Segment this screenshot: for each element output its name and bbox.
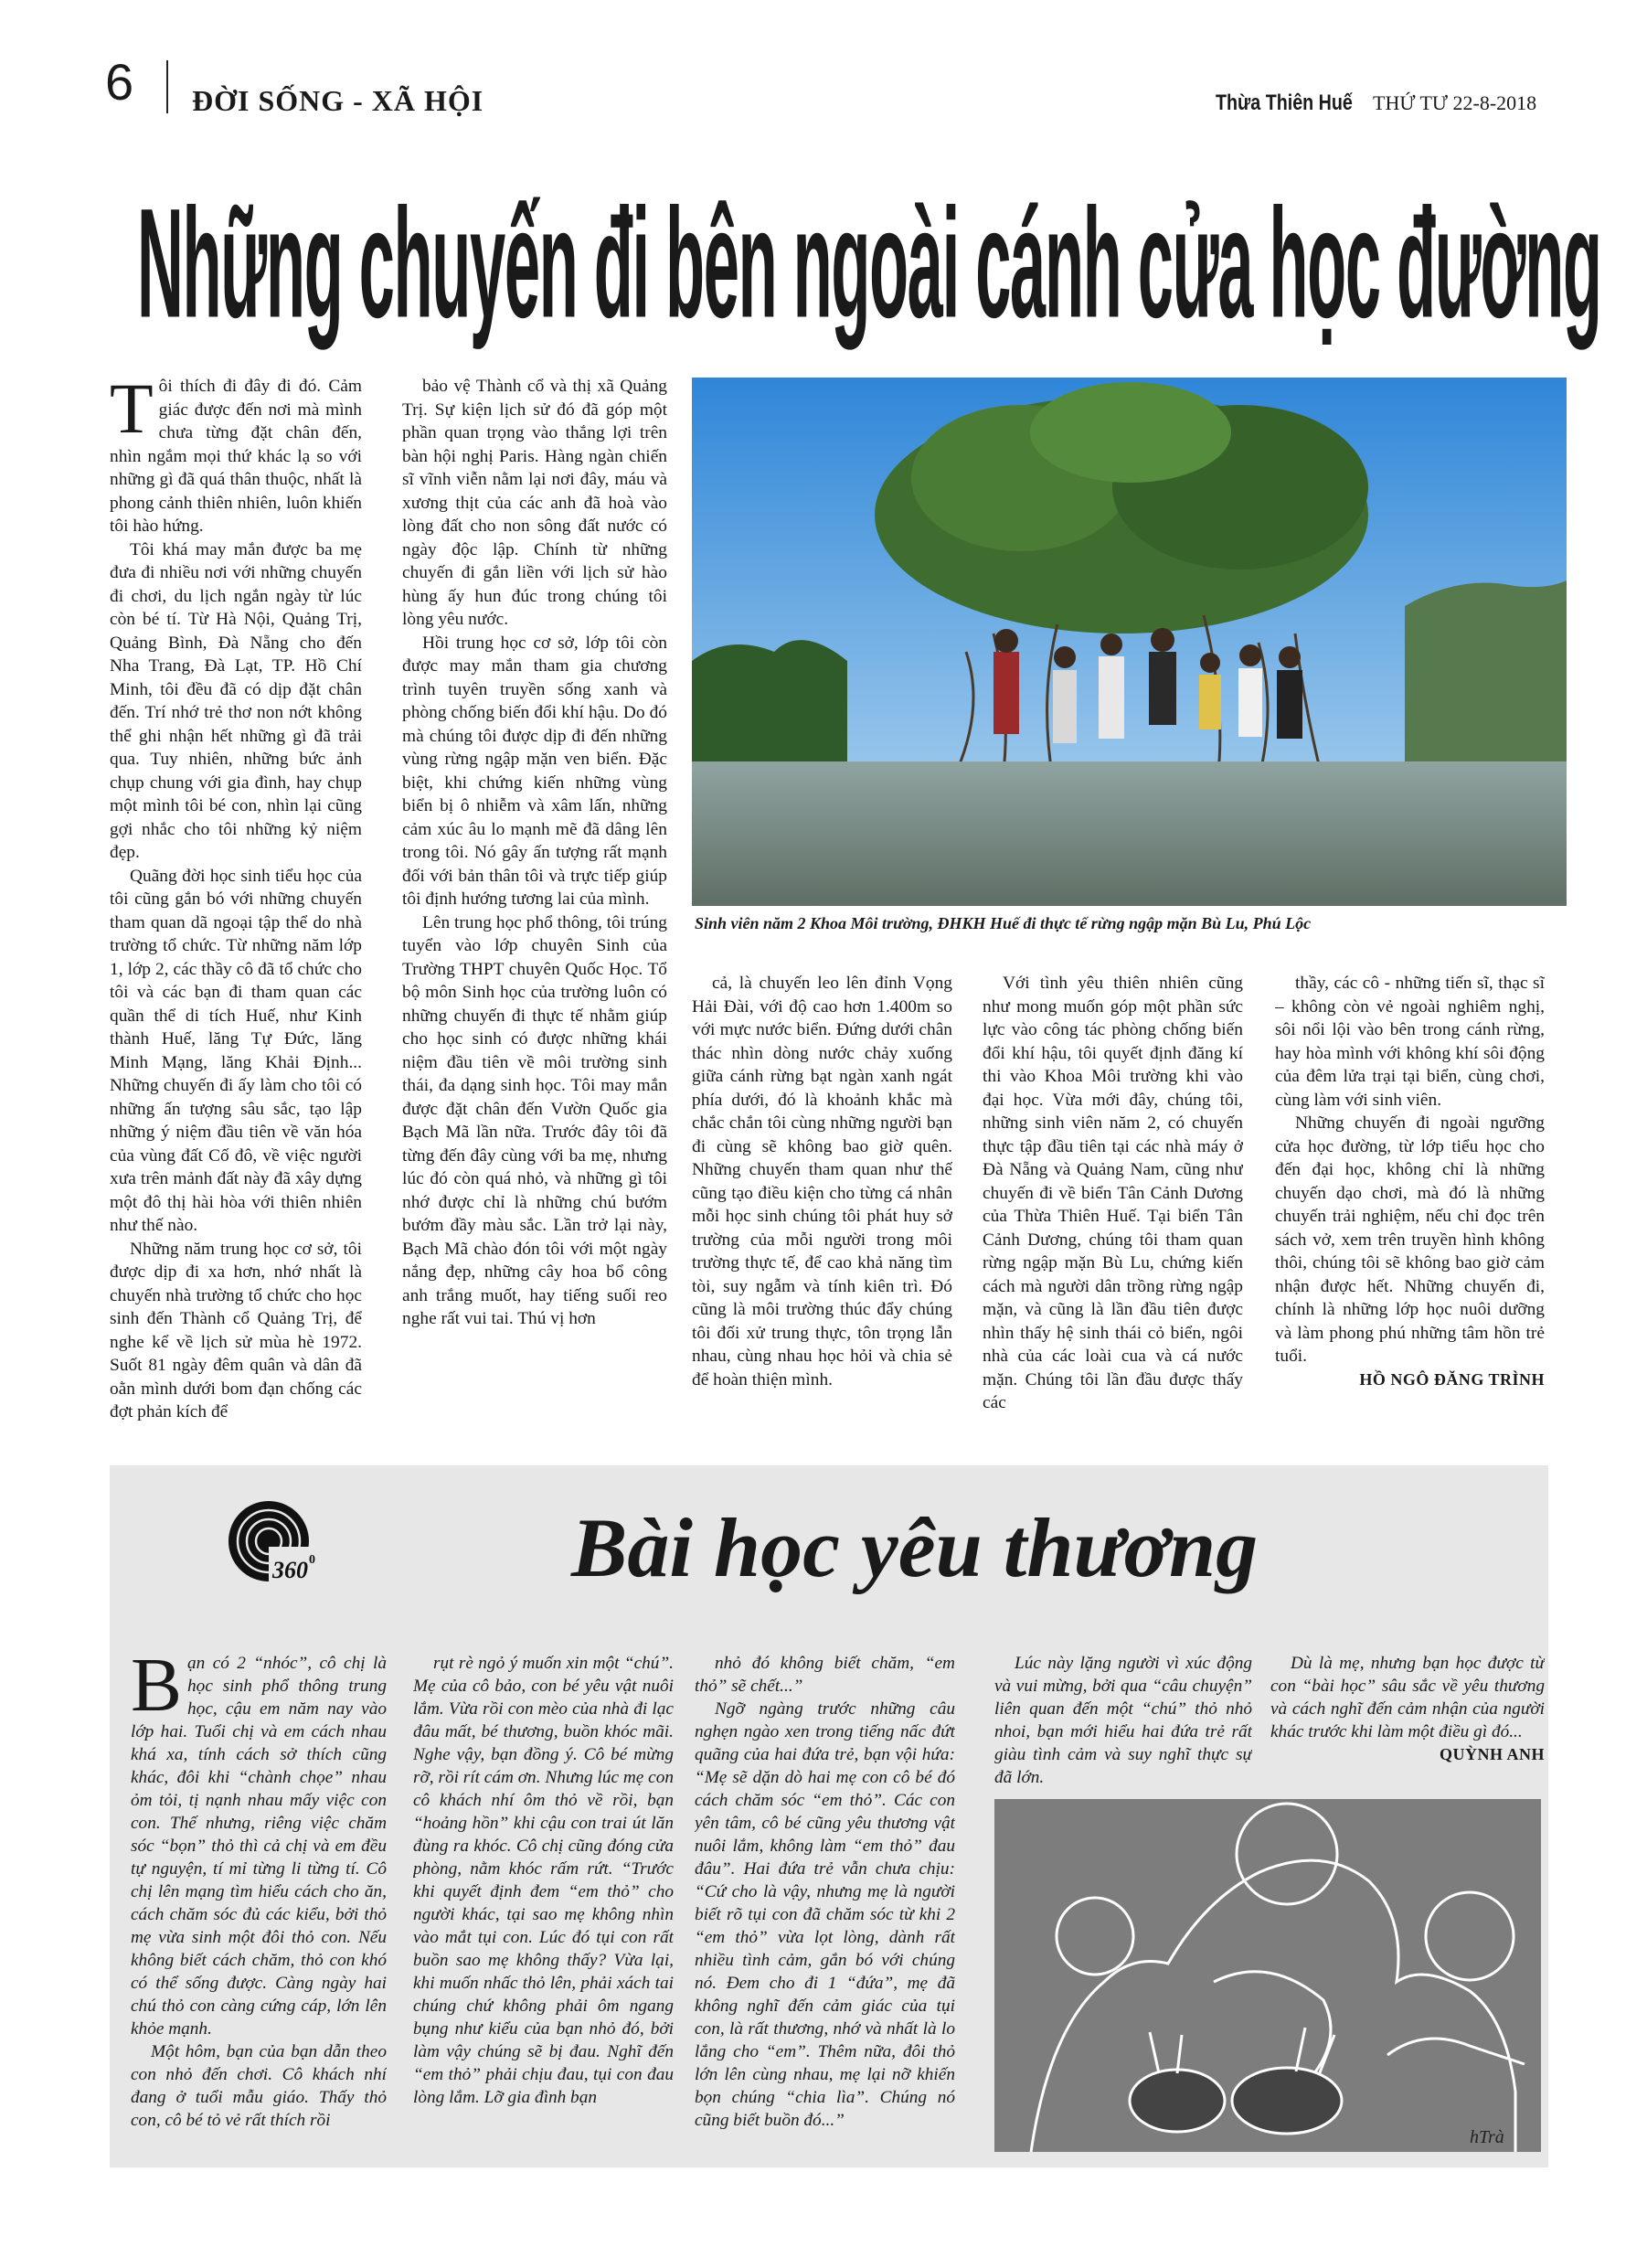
article-photo <box>692 378 1567 906</box>
paragraph: thầy, các cô - những tiến sĩ, thạc sĩ – không còn vẻ ngoài nghiêm nghị, sôi nổi lội vào bên trong cánh rừng, hay hòa mình với không khí sôi động của đêm lửa trại tại biển, cùng chơi, cùng làm với sinh viên. <box>1275 974 1545 1110</box>
feature-column-5 <box>1270 1652 1545 1798</box>
illustration-signature: hTrà <box>1470 2127 1504 2147</box>
paragraph: Với tình yêu thiên nhiên cũng như mong muốn góp một phần sức lực vào công tác phòng chống biến đổi khí hậu, tôi quyết định đăng kí thi vào Khoa Môi trường khi vào đại học. Vừa mới đây, chúng tôi, những sinh viên năm 2, có chuyến thực tập đầu tiên tại các nhà máy ở Đà Nẵng và Quảng Nam, cũng như chuyến đi về biển Tân Cảnh Dương của Thừa Thiên Huế. Tại biển Tân Cảnh Dương, chúng tôi tham quan rừng ngập mặn Bù Lu, chứng kiến cách mà người dân trồng rừng ngập mặn, và cũng là lần đầu tiên được nhìn thấy hệ sinh thái cỏ biển, ngôi nhà của các loài cua và cá nước mặn. Chúng tôi lần đầu được thấy các <box>983 974 1243 1412</box>
drop-cap: B <box>131 1652 183 1728</box>
feature-title: Bài học yêu thương <box>571 1501 1259 1594</box>
paragraph: Hồi trung học cơ sở, lớp tôi còn được may mắn tham gia chương trình tuyên truyền sống xanh và phòng chống biến đổi khí hậu. Do đó mà chúng tôi được dịp đi đến những vùng rừng ngập mặn ven biển. Đặc biệt, khi chứng kiến những vùng biển bị ô nhiễm và xâm lấn, những cảm xúc âu lo mạnh mẽ đã dâng lên trong tôi. Nó gây ấn tượng rất mạnh đối với bản thân tôi và trực tiếp giúp tôi định hướng tương lai của mình. <box>402 633 667 909</box>
section-title: ĐỜI SỐNG - XÃ HỘI <box>192 84 484 117</box>
author-byline: QUỲNH ANH <box>1439 1745 1545 1763</box>
paragraph: Những chuyến đi ngoài ngưỡng cửa học đường, từ lớp tiểu học cho đến đại học, không chỉ là những chuyến dạo chơi, mà đó là những chuyến trải nghiệm, nếu chỉ đọc trên sách vở, xem trên truyền hình không thôi, chúng tôi sẽ không bao giờ cảm nhận được hết. Những chuyến đi, chính là những lớp học nuôi dưỡng và làm phong phú những tâm hồn trẻ tuổi. <box>1275 1113 1545 1366</box>
article-column-1 <box>110 375 362 1453</box>
newspaper-name: Thừa Thiên Huế <box>1216 91 1353 115</box>
paragraph: Ngỡ ngàng trước những câu nghẹn ngào xen trong tiếng nấc đứt quãng của hai đứa trẻ, bạn vội hứa: “Mẹ sẽ dặn dò hai mẹ con cô bé đó cách chăm sóc “em thỏ”. Các con yên tâm, cô bé cũng yêu thương vật nuôi lắm, không làm “em thỏ” đau đâu”. Hai đứa trẻ vẫn chưa chịu: “Cứ cho là vậy, nhưng mẹ là người biết rõ tụi con đã chăm sóc từ khi 2 “em thỏ” vừa lọt lòng, dành rất nhiều tình cảm, gắn bó với chúng nó. Đem cho đi 1 “đứa”, mẹ đã không nghĩ đến cảm giác của tụi con, là rất thương, nhớ và nhất là lo lắng cho “em”. Thêm nữa, đôi thỏ lớn lên cùng nhau, mẹ lại nỡ khiến bọn chúng “chia lìa”. Chúng nó cũng biết buồn đó...” <box>695 1699 955 2130</box>
page-number: 6 <box>105 53 134 111</box>
rabbit-illustration <box>994 1799 1541 2152</box>
article-headline: Những chuyến đi bên ngoài cánh cửa học đường <box>137 176 1601 351</box>
article-column-3 <box>692 972 952 1456</box>
paragraph: Lúc này lặng người vì xúc động và vui mừng, bởi qua “câu chuyện” liên quan đến một “chú” thỏ nhỏ nhoi, bạn mới hiểu hai đứa trẻ rất giàu tình cảm và suy nghĩ thực sự đã lớn. <box>994 1654 1252 1787</box>
feature-column-2 <box>413 1652 674 2164</box>
logo-label: 360 <box>272 1557 308 1583</box>
paragraph: Bạn có 2 “nhóc”, cô chị là học sinh phổ thông trung học, cậu em năm nay vào lớp hai. Tuổi chị và em cách nhau khá xa, tính cách sở thích cũng khác, đôi khi “chành chọe” nhau ỏm tỏi, tị nạnh nhau mấy việc con con. Thế nhưng, riêng việc chăm sóc “bọn” thỏ thì cả chị và em đều tự nguyện, tí mỉ từng li từng tí. Cô chị lên mạng tìm hiểu cách cho ăn, cách chăm sóc đủ các kiểu, bởi thỏ mẹ vừa sinh một đôi thỏ con. Nếu không biết cách chăm, thỏ con khó có thể sống được. Càng ngày hai chú thỏ con càng cứng cáp, lớn lên khỏe mạnh. <box>131 1652 387 2039</box>
logo-degree: 0 <box>309 1553 315 1567</box>
paragraph: rụt rè ngỏ ý muốn xin một “chú”. Mẹ của cô bảo, con bé yêu vật nuôi lắm. Vừa rồi con mèo của nhà đi lạc đâu mất, bé thương, buồn khóc mãi. Nghe vậy, bạn đồng ý. Cô bé mừng rỡ, rồi rít cám ơn. Nhưng lúc mẹ con cô khách nhí ôm thỏ về rồi, bạn “hoảng hồn” khi cậu con trai út lăn đùng ra khóc. Cô chị cũng đóng cửa phòng, nằm khóc rấm rứt. “Trước khi quyết định đem “em thỏ” cho người khác, tại sao mẹ không nhìn vào mắt tụi con. Lúc đó tụi con rất buồn sao mẹ không thấy? Vừa lại, khi muốn nhấc thỏ lên, phải xách tai chúng chứ không phải ôm ngang bụng như kiểu của bạn nhỏ đó, bởi làm vậy chúng sẽ bị đau. Nghĩ đến “em thỏ” phải chịu đau, tụi con đau lòng lắm. Lỡ gia đình bạn <box>413 1654 674 2107</box>
paragraph: Tôi thích đi đây đi đó. Cảm giác được đến nơi mà mình chưa từng đặt chân đến, nhìn ngắm mọi thứ khác lạ so với những gì đã quá thân thuộc, nhất là phong cảnh thiên nhiên, luôn khiến tôi hào hứng. <box>110 375 362 536</box>
photo-caption: Sinh viên năm 2 Khoa Môi trường, ĐHKH Huế đi thực tế rừng ngập mặn Bù Lu, Phú Lộc <box>695 914 1312 932</box>
paragraph: Lên trung học phổ thông, tôi trúng tuyển vào lớp chuyên Sinh của Trường THPT chuyên Quốc Học. Tổ bộ môn Sinh học của trường luôn có những chuyến đi thực tế nhằm giúp cho học sinh có được những khái niệm đầu tiên về môi trường sinh thái, đa dạng sinh học. Tôi may mắn được đặt chân đến Vườn Quốc gia Bạch Mã lần nữa. Trước đây tôi đã từng đến đây cùng với ba mẹ, nhưng lúc đó còn quá nhỏ, và những gì tôi nhớ được chỉ là những chú bướm bướm đầy màu sắc. Lần trở lại này, Bạch Mã chào đón tôi với một ngày nắng đẹp, những cây hoa bổ công anh trắng muốt, hay tiếng suối reo nghe rất vui tai. Thú vị hơn <box>402 912 667 1328</box>
issue-date: THỨ TƯ 22-8-2018 <box>1373 91 1537 114</box>
feature-column-3 <box>695 1652 955 2164</box>
paragraph: Dù là mẹ, nhưng bạn học được từ con “bài học” sâu sắc về yêu thương và cách nghĩ đến cảm nhận của người khác trước khi làm một điều gì đó... <box>1270 1654 1545 1741</box>
feature-column-4 <box>994 1652 1252 1798</box>
article-column-2 <box>402 375 667 1453</box>
author-byline: HỒ NGÔ ĐĂNG TRÌNH <box>1359 1369 1545 1389</box>
paragraph: Quãng đời học sinh tiểu học của tôi cũng gắn bó với những chuyến tham quan dã ngoại tập thể do nhà trường tổ chức. Từ những năm lớp 1, lớp 2, các thầy cô đã tổ chức cho tôi và các bạn đi tham quan các quần thể di tích Huế, như Kinh thành Huế, lăng Tự Đức, lăng Minh Mạng, lăng Khải Định... Những chuyến đi ấy làm cho tôi có những ấn tượng sâu sắc, tạo lập những ý niệm đầu tiên về văn hóa của vùng đất Cố đô, về việc người xưa trên mảnh đất này đã xây dựng một đô thị hài hòa với thiên nhiên như thế nào. <box>110 866 362 1235</box>
feature-column-1 <box>131 1652 387 2164</box>
article-column-5 <box>1275 972 1545 1456</box>
drop-cap: T <box>110 375 154 448</box>
paragraph: Một hôm, bạn của bạn dẫn theo con nhỏ đến chơi. Cô khách nhí đang ở tuổi mẫu giáo. Thấy thỏ con, cô bé tỏ vẻ rất thích rồi <box>131 2042 387 2130</box>
paragraph: Những năm trung học cơ sở, tôi được dịp đi xa hơn, nhớ nhất là chuyến nhà trường tổ chức cho học sinh đến Thành cổ Quảng Trị, để nghe kể về lịch sử mùa hè 1972. Suốt 81 ngày đêm quân và dân đã oằn mình dưới bom đạn chống các đợt phản kích để <box>110 1239 362 1421</box>
paragraph: cả, là chuyến leo lên đỉnh Vọng Hải Đài, với độ cao hơn 1.400m so với mực nước biển. Đứng dưới chân thác nhìn dòng nước chảy xuống giữa cánh rừng bạt ngàn xanh ngát phía dưới, đó là khoảnh khắc mà chắc chắn tôi cùng những người bạn đi cùng sẽ không bao giờ quên. Những chuyến tham quan như thế cũng tạo điều kiện cho từng cá nhân mỗi học sinh chúng tôi phát huy sở trường của mỗi người trong môi trường thực tế, để cao khả năng tìm tòi, suy ngẫm và tính kiên trì. Đó cũng là môi trường thúc đẩy chúng tôi đối xử trung thực, tôn trọng lẫn nhau, cùng nhau học hỏi và chia sẻ để hoàn thiện mình. <box>692 974 952 1390</box>
paragraph: bảo vệ Thành cổ và thị xã Quảng Trị. Sự kiện lịch sử đó đã góp một phần quan trọng vào thắng lợi trên bàn hội nghị Paris. Hàng ngàn chiến sĩ vĩnh viễn nằm lại nơi đây, máu và xương thịt của các anh đã hoà vào lòng đất cho non sông đất nước có ngày độc lập. Chính từ những chuyến đi gắn liền với lịch sử hào hùng ấy hun đúc trong chúng tôi lòng yêu nước. <box>402 377 667 629</box>
paragraph: Tôi khá may mắn được ba mẹ đưa đi nhiều nơi với những chuyến đi chơi, du lịch ngắn ngày từ lúc còn bé tí. Từ Hà Nội, Quảng Trị, Quảng Bình, Đà Nẵng cho đến Nha Trang, Đà Lạt, TP. Hồ Chí Minh, tôi đều đã có dịp đặt chân đến. Trí nhớ trẻ thơ non nớt không thể ghi nhận hết những gì đã trải qua. Tuy nhiên, những bức ảnh chụp chung với gia đình, hay chụp một mình tôi bé con, nhìn lại cũng gợi nhắc cho tôi những kỷ niệm đẹp. <box>110 539 362 862</box>
360-degree-logo-icon <box>227 1499 318 1595</box>
paragraph: nhỏ đó không biết chăm, “em thỏ” sẽ chết...” <box>695 1654 955 1696</box>
article-column-4 <box>983 972 1243 1456</box>
header-divider <box>166 60 168 113</box>
